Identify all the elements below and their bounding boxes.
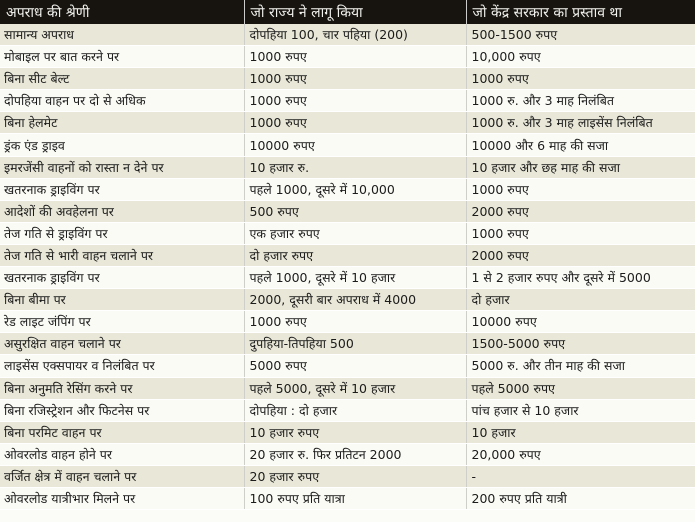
table-row [0, 465, 695, 487]
table-row [0, 68, 695, 90]
table-row [0, 267, 695, 289]
cell-state-fine: 1000 रुपए [244, 112, 466, 134]
cell-offense: तेज गति से भारी वाहन चलाने पर [0, 244, 244, 266]
cell-offense: तेज गति से ड्राइविंग पर [0, 222, 244, 244]
header-offense-category: अपराध की श्रेणी [0, 0, 244, 24]
table-row [0, 399, 695, 421]
cell-state-fine: दो हजार रुपए [244, 244, 466, 266]
cell-offense: इमरजेंसी वाहनों को रास्ता न देने पर [0, 156, 244, 178]
cell-centre-fine: 200 रुपए प्रति यात्री [466, 487, 695, 509]
header-row [0, 0, 695, 24]
cell-offense: मोबाइल पर बात करने पर [0, 46, 244, 68]
cell-offense: खतरनाक ड्राइविंग पर [0, 178, 244, 200]
cell-offense: बिना परमिट वाहन पर [0, 421, 244, 443]
table-row [0, 46, 695, 68]
cell-offense: असुरक्षित वाहन चलाने पर [0, 333, 244, 355]
table-row [0, 200, 695, 222]
cell-state-fine: दोपहिया 100, चार पहिया (200) [244, 24, 466, 46]
cell-state-fine: 100 रुपए प्रति यात्रा [244, 487, 466, 509]
cell-centre-fine: 1500-5000 रुपए [466, 333, 695, 355]
table-row [0, 156, 695, 178]
cell-state-fine: दुपहिया-तिपहिया 500 [244, 333, 466, 355]
cell-centre-fine: पांच हजार से 10 हजार [466, 399, 695, 421]
cell-state-fine: 1000 रुपए [244, 68, 466, 90]
cell-centre-fine: 10000 रुपए [466, 311, 695, 333]
header-state-implemented: जो राज्य ने लागू किया [244, 0, 466, 24]
cell-state-fine: एक हजार रुपए [244, 222, 466, 244]
cell-offense: ड्रंक एंड ड्राइव [0, 134, 244, 156]
cell-state-fine: 20 हजार रु. फिर प्रतिटन 2000 [244, 443, 466, 465]
cell-centre-fine: 5000 रु. और तीन माह की सजा [466, 355, 695, 377]
cell-offense: सामान्य अपराध [0, 24, 244, 46]
cell-state-fine: 20 हजार रुपए [244, 465, 466, 487]
cell-centre-fine: 10 हजार और छह माह की सजा [466, 156, 695, 178]
cell-offense: बिना अनुमति रेसिंग करने पर [0, 377, 244, 399]
table-row [0, 222, 695, 244]
cell-state-fine: 10000 रुपए [244, 134, 466, 156]
table-row [0, 421, 695, 443]
cell-centre-fine: 10,000 रुपए [466, 46, 695, 68]
cell-offense: आदेशों की अवहेलना पर [0, 200, 244, 222]
cell-state-fine: 5000 रुपए [244, 355, 466, 377]
cell-centre-fine: दो हजार [466, 289, 695, 311]
cell-centre-fine: 10 हजार [466, 421, 695, 443]
cell-state-fine: पहले 5000, दूसरे में 10 हजार [244, 377, 466, 399]
cell-centre-fine: 1000 रुपए [466, 68, 695, 90]
header-centre-proposed: जो केंद्र सरकार का प्रस्ताव था [466, 0, 695, 24]
table-row [0, 443, 695, 465]
cell-centre-fine: 1000 रु. और 3 माह लाइसेंस निलंबित [466, 112, 695, 134]
cell-state-fine: पहले 1000, दूसरे में 10,000 [244, 178, 466, 200]
cell-centre-fine: 1000 रु. और 3 माह निलंबित [466, 90, 695, 112]
table-row [0, 24, 695, 46]
cell-centre-fine: 2000 रुपए [466, 244, 695, 266]
cell-offense: ओवरलोड यात्रीभार मिलने पर [0, 487, 244, 509]
cell-offense: बिना रजिस्ट्रेशन और फिटनेस पर [0, 399, 244, 421]
cell-centre-fine: 1 से 2 हजार रुपए और दूसरे में 5000 [466, 267, 695, 289]
table-row [0, 178, 695, 200]
table-row [0, 487, 695, 509]
cell-offense: रेड लाइट जंपिंग पर [0, 311, 244, 333]
table-row [0, 112, 695, 134]
cell-offense: लाइसेंस एक्सपायर व निलंबित पर [0, 355, 244, 377]
table-row [0, 311, 695, 333]
cell-offense: बिना सीट बेल्ट [0, 68, 244, 90]
cell-offense: दोपहिया वाहन पर दो से अधिक [0, 90, 244, 112]
cell-state-fine: दोपहिया : दो हजार [244, 399, 466, 421]
cell-centre-fine: 1000 रुपए [466, 222, 695, 244]
cell-centre-fine: 2000 रुपए [466, 200, 695, 222]
cell-offense: बिना हेलमेट [0, 112, 244, 134]
cell-offense: वर्जित क्षेत्र में वाहन चलाने पर [0, 465, 244, 487]
cell-state-fine: 10 हजार रुपए [244, 421, 466, 443]
cell-state-fine: पहले 1000, दूसरे में 10 हजार [244, 267, 466, 289]
table-row [0, 134, 695, 156]
table-row [0, 377, 695, 399]
cell-centre-fine: 20,000 रुपए [466, 443, 695, 465]
cell-centre-fine: - [466, 465, 695, 487]
table-row [0, 244, 695, 266]
cell-offense: खतरनाक ड्राइविंग पर [0, 267, 244, 289]
cell-state-fine: 1000 रुपए [244, 46, 466, 68]
cell-centre-fine: 10000 और 6 माह की सजा [466, 134, 695, 156]
cell-offense: बिना बीमा पर [0, 289, 244, 311]
cell-state-fine: 2000, दूसरी बार अपराध में 4000 [244, 289, 466, 311]
cell-centre-fine: 1000 रुपए [466, 178, 695, 200]
cell-state-fine: 1000 रुपए [244, 90, 466, 112]
table-row [0, 355, 695, 377]
cell-state-fine: 10 हजार रु. [244, 156, 466, 178]
table-row [0, 90, 695, 112]
cell-state-fine: 500 रुपए [244, 200, 466, 222]
cell-centre-fine: पहले 5000 रुपए [466, 377, 695, 399]
cell-state-fine: 1000 रुपए [244, 311, 466, 333]
cell-offense: ओवरलोड वाहन होने पर [0, 443, 244, 465]
table-body [0, 24, 695, 510]
table-row [0, 333, 695, 355]
cell-centre-fine: 500-1500 रुपए [466, 24, 695, 46]
table-row [0, 289, 695, 311]
